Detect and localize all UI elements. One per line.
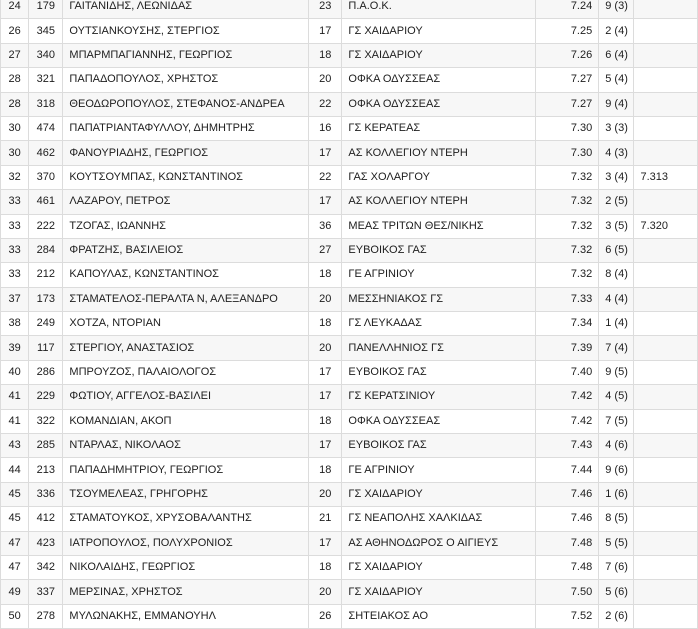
time-cell: 7.39 bbox=[535, 336, 598, 360]
athlete-name-cell: ΘΕΟΔΩΡΟΠΟΥΛΟΣ, ΣΤΕΦΑΝΟΣ-ΑΝΔΡΕΑ bbox=[63, 92, 309, 116]
age-cell: 18 bbox=[309, 409, 342, 433]
bib-cell: 412 bbox=[29, 507, 63, 531]
age-cell: 16 bbox=[309, 116, 342, 140]
club-cell: ΓΣ ΚΕΡΑΤΕΑΣ bbox=[342, 116, 535, 140]
bib-cell: 179 bbox=[29, 0, 63, 19]
rank-cell: 28 bbox=[1, 68, 29, 92]
heat-lane-cell: 5 (6) bbox=[599, 580, 634, 604]
heat-lane-cell: 4 (5) bbox=[599, 385, 634, 409]
athlete-name-cell: ΠΑΠΑΤΡΙΑΝΤΑΦΥΛΛΟΥ, ΔΗΜΗΤΡΗΣ bbox=[63, 116, 309, 140]
bib-cell: 336 bbox=[29, 482, 63, 506]
rank-cell: 40 bbox=[1, 360, 29, 384]
age-cell: 18 bbox=[309, 555, 342, 579]
age-cell: 18 bbox=[309, 43, 342, 67]
tiebreak-time-cell bbox=[634, 604, 698, 628]
age-cell: 17 bbox=[309, 385, 342, 409]
heat-lane-cell: 9 (5) bbox=[599, 360, 634, 384]
time-cell: 7.33 bbox=[535, 287, 598, 311]
bib-cell: 370 bbox=[29, 165, 63, 189]
age-cell: 20 bbox=[309, 482, 342, 506]
tiebreak-time-cell bbox=[634, 336, 698, 360]
tiebreak-time-cell bbox=[634, 19, 698, 43]
athlete-name-cell: ΠΑΠΑΔΗΜΗΤΡΙΟΥ, ΓΕΩΡΓΙΟΣ bbox=[63, 458, 309, 482]
bib-cell: 337 bbox=[29, 580, 63, 604]
age-cell: 20 bbox=[309, 287, 342, 311]
bib-cell: 212 bbox=[29, 263, 63, 287]
tiebreak-time-cell bbox=[634, 92, 698, 116]
athlete-name-cell: ΦΡΑΤΖΗΣ, ΒΑΣΙΛΕΙΟΣ bbox=[63, 238, 309, 262]
bib-cell: 284 bbox=[29, 238, 63, 262]
club-cell: ΓΣ ΧΑΙΔΑΡΙΟΥ bbox=[342, 482, 535, 506]
heat-lane-cell: 5 (4) bbox=[599, 68, 634, 92]
bib-cell: 173 bbox=[29, 287, 63, 311]
athlete-name-cell: ΚΟΜΑΝΔΙΑΝ, ΑΚΟΠ bbox=[63, 409, 309, 433]
rank-cell: 38 bbox=[1, 312, 29, 336]
athlete-name-cell: ΚΟΥΤΣΟΥΜΠΑΣ, ΚΩΝΣΤΑΝΤΙΝΟΣ bbox=[63, 165, 309, 189]
table-row bbox=[1, 409, 698, 433]
rank-cell: 41 bbox=[1, 385, 29, 409]
age-cell: 20 bbox=[309, 580, 342, 604]
heat-lane-cell: 7 (6) bbox=[599, 555, 634, 579]
rank-cell: 33 bbox=[1, 214, 29, 238]
heat-lane-cell: 7 (4) bbox=[599, 336, 634, 360]
tiebreak-time-cell bbox=[634, 68, 698, 92]
athlete-name-cell: ΛΑΖΑΡΟΥ, ΠΕΤΡΟΣ bbox=[63, 190, 309, 214]
age-cell: 17 bbox=[309, 141, 342, 165]
tiebreak-time-cell: 7.313 bbox=[634, 165, 698, 189]
bib-cell: 249 bbox=[29, 312, 63, 336]
time-cell: 7.46 bbox=[535, 507, 598, 531]
heat-lane-cell: 9 (6) bbox=[599, 458, 634, 482]
time-cell: 7.34 bbox=[535, 312, 598, 336]
age-cell: 18 bbox=[309, 263, 342, 287]
athlete-name-cell: ΦΩΤΙΟΥ, ΑΓΓΕΛΟΣ-ΒΑΣΙΛΕΙ bbox=[63, 385, 309, 409]
table-row bbox=[1, 482, 698, 506]
club-cell: ΜΕΣΣΗΝΙΑΚΟΣ ΓΣ bbox=[342, 287, 535, 311]
club-cell: ΑΣ ΚΟΛΛΕΓΙΟΥ ΝΤΕΡΗ bbox=[342, 190, 535, 214]
rank-cell: 49 bbox=[1, 580, 29, 604]
rank-cell: 45 bbox=[1, 482, 29, 506]
heat-lane-cell: 3 (3) bbox=[599, 116, 634, 140]
heat-lane-cell: 9 (3) bbox=[599, 0, 634, 19]
club-cell: ΟΦΚΑ ΟΔΥΣΣΕΑΣ bbox=[342, 409, 535, 433]
club-cell: ΕΥΒΟΙΚΟΣ ΓΑΣ bbox=[342, 434, 535, 458]
tiebreak-time-cell: 7.320 bbox=[634, 214, 698, 238]
tiebreak-time-cell bbox=[634, 385, 698, 409]
age-cell: 27 bbox=[309, 238, 342, 262]
rank-cell: 33 bbox=[1, 263, 29, 287]
bib-cell: 222 bbox=[29, 214, 63, 238]
results-body bbox=[1, 0, 698, 629]
table-row bbox=[1, 434, 698, 458]
table-row bbox=[1, 165, 698, 189]
age-cell: 17 bbox=[309, 531, 342, 555]
club-cell: ΕΥΒΟΙΚΟΣ ΓΑΣ bbox=[342, 238, 535, 262]
athlete-name-cell: ΠΑΠΑΔΟΠΟΥΛΟΣ, ΧΡΗΣΤΟΣ bbox=[63, 68, 309, 92]
heat-lane-cell: 2 (5) bbox=[599, 190, 634, 214]
bib-cell: 278 bbox=[29, 604, 63, 628]
table-row bbox=[1, 604, 698, 628]
athlete-name-cell: ΟΥΤΣΙΑΝΚΟΥΣΗΣ, ΣΤΕΡΓΙΟΣ bbox=[63, 19, 309, 43]
rank-cell: 43 bbox=[1, 434, 29, 458]
tiebreak-time-cell bbox=[634, 287, 698, 311]
time-cell: 7.52 bbox=[535, 604, 598, 628]
bib-cell: 117 bbox=[29, 336, 63, 360]
club-cell: ΓΣ ΧΑΙΔΑΡΙΟΥ bbox=[342, 19, 535, 43]
bib-cell: 340 bbox=[29, 43, 63, 67]
time-cell: 7.25 bbox=[535, 19, 598, 43]
rank-cell: 44 bbox=[1, 458, 29, 482]
tiebreak-time-cell bbox=[634, 580, 698, 604]
rank-cell: 27 bbox=[1, 43, 29, 67]
time-cell: 7.48 bbox=[535, 531, 598, 555]
time-cell: 7.46 bbox=[535, 482, 598, 506]
tiebreak-time-cell bbox=[634, 238, 698, 262]
time-cell: 7.32 bbox=[535, 238, 598, 262]
bib-cell: 285 bbox=[29, 434, 63, 458]
club-cell: ΑΣ ΑΘΗΝΟΔΩΡΟΣ Ο ΑΙΓΙΕΥΣ bbox=[342, 531, 535, 555]
time-cell: 7.43 bbox=[535, 434, 598, 458]
heat-lane-cell: 1 (6) bbox=[599, 482, 634, 506]
heat-lane-cell: 5 (5) bbox=[599, 531, 634, 555]
heat-lane-cell: 8 (4) bbox=[599, 263, 634, 287]
athlete-name-cell: ΤΣΟΥΜΕΛΕΑΣ, ΓΡΗΓΟΡΗΣ bbox=[63, 482, 309, 506]
rank-cell: 30 bbox=[1, 116, 29, 140]
heat-lane-cell: 9 (4) bbox=[599, 92, 634, 116]
age-cell: 17 bbox=[309, 19, 342, 43]
age-cell: 23 bbox=[309, 0, 342, 19]
club-cell: ΓΣ ΛΕΥΚΑΔΑΣ bbox=[342, 312, 535, 336]
rank-cell: 32 bbox=[1, 165, 29, 189]
heat-lane-cell: 3 (4) bbox=[599, 165, 634, 189]
heat-lane-cell: 4 (6) bbox=[599, 434, 634, 458]
time-cell: 7.27 bbox=[535, 68, 598, 92]
table-row bbox=[1, 68, 698, 92]
athlete-name-cell: ΤΖΟΓΑΣ, ΙΩΑΝΝΗΣ bbox=[63, 214, 309, 238]
age-cell: 18 bbox=[309, 458, 342, 482]
tiebreak-time-cell bbox=[634, 141, 698, 165]
club-cell: ΓΕ ΑΓΡΙΝΙΟΥ bbox=[342, 263, 535, 287]
tiebreak-time-cell bbox=[634, 360, 698, 384]
time-cell: 7.24 bbox=[535, 0, 598, 19]
heat-lane-cell: 2 (4) bbox=[599, 19, 634, 43]
athlete-name-cell: ΝΤΑΡΛΑΣ, ΝΙΚΟΛΑΟΣ bbox=[63, 434, 309, 458]
heat-lane-cell: 4 (3) bbox=[599, 141, 634, 165]
age-cell: 17 bbox=[309, 434, 342, 458]
club-cell: ΜΕΑΣ ΤΡΙΤΩΝ ΘΕΣ/ΝΙΚΗΣ bbox=[342, 214, 535, 238]
rank-cell: 26 bbox=[1, 19, 29, 43]
table-row bbox=[1, 214, 698, 238]
tiebreak-time-cell bbox=[634, 409, 698, 433]
bib-cell: 321 bbox=[29, 68, 63, 92]
table-row bbox=[1, 19, 698, 43]
athlete-name-cell: ΚΑΠΟΥΛΑΣ, ΚΩΝΣΤΑΝΤΙΝΟΣ bbox=[63, 263, 309, 287]
athlete-name-cell: ΧΟΤΖΑ, ΝΤΟΡΙΑΝ bbox=[63, 312, 309, 336]
table-row bbox=[1, 531, 698, 555]
table-row bbox=[1, 43, 698, 67]
rank-cell: 24 bbox=[1, 0, 29, 19]
time-cell: 7.40 bbox=[535, 360, 598, 384]
age-cell: 20 bbox=[309, 68, 342, 92]
tiebreak-time-cell bbox=[634, 43, 698, 67]
tiebreak-time-cell bbox=[634, 116, 698, 140]
rank-cell: 41 bbox=[1, 409, 29, 433]
athlete-name-cell: ΜΠΡΟΥΖΟΣ, ΠΑΛΑΙΟΛΟΓΟΣ bbox=[63, 360, 309, 384]
time-cell: 7.32 bbox=[535, 190, 598, 214]
bib-cell: 345 bbox=[29, 19, 63, 43]
rank-cell: 45 bbox=[1, 507, 29, 531]
club-cell: ΣΗΤΕΙΑΚΟΣ ΑΟ bbox=[342, 604, 535, 628]
time-cell: 7.32 bbox=[535, 214, 598, 238]
tiebreak-time-cell bbox=[634, 531, 698, 555]
club-cell: ΓΕ ΑΓΡΙΝΙΟΥ bbox=[342, 458, 535, 482]
tiebreak-time-cell bbox=[634, 555, 698, 579]
time-cell: 7.32 bbox=[535, 263, 598, 287]
club-cell: ΑΣ ΚΟΛΛΕΓΙΟΥ ΝΤΕΡΗ bbox=[342, 141, 535, 165]
table-row bbox=[1, 312, 698, 336]
age-cell: 22 bbox=[309, 165, 342, 189]
club-cell: ΓΑΣ ΧΟΛΑΡΓΟΥ bbox=[342, 165, 535, 189]
table-row bbox=[1, 360, 698, 384]
club-cell: Π.Α.Ο.Κ. bbox=[342, 0, 535, 19]
age-cell: 20 bbox=[309, 336, 342, 360]
bib-cell: 342 bbox=[29, 555, 63, 579]
age-cell: 36 bbox=[309, 214, 342, 238]
bib-cell: 462 bbox=[29, 141, 63, 165]
table-row bbox=[1, 580, 698, 604]
age-cell: 18 bbox=[309, 312, 342, 336]
athlete-name-cell: ΣΤΑΜΑΤΕΛΟΣ-ΠΕΡΑΛΤΑ Ν, ΑΛΕΞΑΝΔΡΟ bbox=[63, 287, 309, 311]
bib-cell: 423 bbox=[29, 531, 63, 555]
heat-lane-cell: 8 (5) bbox=[599, 507, 634, 531]
heat-lane-cell: 1 (4) bbox=[599, 312, 634, 336]
age-cell: 21 bbox=[309, 507, 342, 531]
table-row bbox=[1, 238, 698, 262]
tiebreak-time-cell bbox=[634, 263, 698, 287]
table-row bbox=[1, 507, 698, 531]
club-cell: ΓΣ ΧΑΙΔΑΡΙΟΥ bbox=[342, 580, 535, 604]
table-row bbox=[1, 0, 698, 19]
table-row bbox=[1, 141, 698, 165]
athlete-name-cell: ΣΤΕΡΓΙΟΥ, ΑΝΑΣΤΑΣΙΟΣ bbox=[63, 336, 309, 360]
athlete-name-cell: ΣΤΑΜΑΤΟΥΚΟΣ, ΧΡΥΣΟΒΑΛΑΝΤΗΣ bbox=[63, 507, 309, 531]
tiebreak-time-cell bbox=[634, 0, 698, 19]
athlete-name-cell: ΜΠΑΡΜΠΑΓΙΑΝΝΗΣ, ΓΕΩΡΓΙΟΣ bbox=[63, 43, 309, 67]
heat-lane-cell: 3 (5) bbox=[599, 214, 634, 238]
heat-lane-cell: 6 (5) bbox=[599, 238, 634, 262]
table-row bbox=[1, 336, 698, 360]
athlete-name-cell: ΦΑΝΟΥΡΙΑΔΗΣ, ΓΕΩΡΓΙΟΣ bbox=[63, 141, 309, 165]
time-cell: 7.42 bbox=[535, 385, 598, 409]
rank-cell: 33 bbox=[1, 238, 29, 262]
rank-cell: 47 bbox=[1, 555, 29, 579]
table-row bbox=[1, 385, 698, 409]
bib-cell: 318 bbox=[29, 92, 63, 116]
athlete-name-cell: ΝΙΚΟΛΑΙΔΗΣ, ΓΕΩΡΓΙΟΣ bbox=[63, 555, 309, 579]
club-cell: ΟΦΚΑ ΟΔΥΣΣΕΑΣ bbox=[342, 68, 535, 92]
age-cell: 17 bbox=[309, 190, 342, 214]
club-cell: ΟΦΚΑ ΟΔΥΣΣΕΑΣ bbox=[342, 92, 535, 116]
bib-cell: 322 bbox=[29, 409, 63, 433]
time-cell: 7.30 bbox=[535, 116, 598, 140]
tiebreak-time-cell bbox=[634, 482, 698, 506]
bib-cell: 474 bbox=[29, 116, 63, 140]
table-row bbox=[1, 263, 698, 287]
table-row bbox=[1, 287, 698, 311]
table-row bbox=[1, 92, 698, 116]
age-cell: 26 bbox=[309, 604, 342, 628]
heat-lane-cell: 7 (5) bbox=[599, 409, 634, 433]
club-cell: ΓΣ ΝΕΑΠΟΛΗΣ ΧΑΛΚΙΔΑΣ bbox=[342, 507, 535, 531]
athlete-name-cell: ΓΑΙΤΑΝΙΔΗΣ, ΛΕΩΝΙΔΑΣ bbox=[63, 0, 309, 19]
athlete-name-cell: ΜΥΛΩΝΑΚΗΣ, ΕΜΜΑΝΟΥΗΛ bbox=[63, 604, 309, 628]
club-cell: ΓΣ ΧΑΙΔΑΡΙΟΥ bbox=[342, 555, 535, 579]
rank-cell: 30 bbox=[1, 141, 29, 165]
table-row bbox=[1, 190, 698, 214]
rank-cell: 37 bbox=[1, 287, 29, 311]
club-cell: ΠΑΝΕΛΛΗΝΙΟΣ ΓΣ bbox=[342, 336, 535, 360]
time-cell: 7.50 bbox=[535, 580, 598, 604]
rank-cell: 47 bbox=[1, 531, 29, 555]
time-cell: 7.32 bbox=[535, 165, 598, 189]
table-row bbox=[1, 116, 698, 140]
age-cell: 22 bbox=[309, 92, 342, 116]
club-cell: ΓΣ ΧΑΙΔΑΡΙΟΥ bbox=[342, 43, 535, 67]
tiebreak-time-cell bbox=[634, 507, 698, 531]
rank-cell: 28 bbox=[1, 92, 29, 116]
tiebreak-time-cell bbox=[634, 458, 698, 482]
tiebreak-time-cell bbox=[634, 312, 698, 336]
bib-cell: 229 bbox=[29, 385, 63, 409]
rank-cell: 33 bbox=[1, 190, 29, 214]
club-cell: ΕΥΒΟΙΚΟΣ ΓΑΣ bbox=[342, 360, 535, 384]
time-cell: 7.27 bbox=[535, 92, 598, 116]
heat-lane-cell: 6 (4) bbox=[599, 43, 634, 67]
tiebreak-time-cell bbox=[634, 434, 698, 458]
time-cell: 7.30 bbox=[535, 141, 598, 165]
bib-cell: 461 bbox=[29, 190, 63, 214]
age-cell: 17 bbox=[309, 360, 342, 384]
rank-cell: 39 bbox=[1, 336, 29, 360]
bib-cell: 213 bbox=[29, 458, 63, 482]
time-cell: 7.26 bbox=[535, 43, 598, 67]
time-cell: 7.48 bbox=[535, 555, 598, 579]
time-cell: 7.44 bbox=[535, 458, 598, 482]
athlete-name-cell: ΜΕΡΣΙΝΑΣ, ΧΡΗΣΤΟΣ bbox=[63, 580, 309, 604]
heat-lane-cell: 4 (4) bbox=[599, 287, 634, 311]
heat-lane-cell: 2 (6) bbox=[599, 604, 634, 628]
rank-cell: 50 bbox=[1, 604, 29, 628]
bib-cell: 286 bbox=[29, 360, 63, 384]
table-row bbox=[1, 458, 698, 482]
athlete-name-cell: ΙΑΤΡΟΠΟΥΛΟΣ, ΠΟΛΥΧΡΟΝΙΟΣ bbox=[63, 531, 309, 555]
table-row bbox=[1, 555, 698, 579]
club-cell: ΓΣ ΚΕΡΑΤΣΙΝΙΟΥ bbox=[342, 385, 535, 409]
time-cell: 7.42 bbox=[535, 409, 598, 433]
tiebreak-time-cell bbox=[634, 190, 698, 214]
